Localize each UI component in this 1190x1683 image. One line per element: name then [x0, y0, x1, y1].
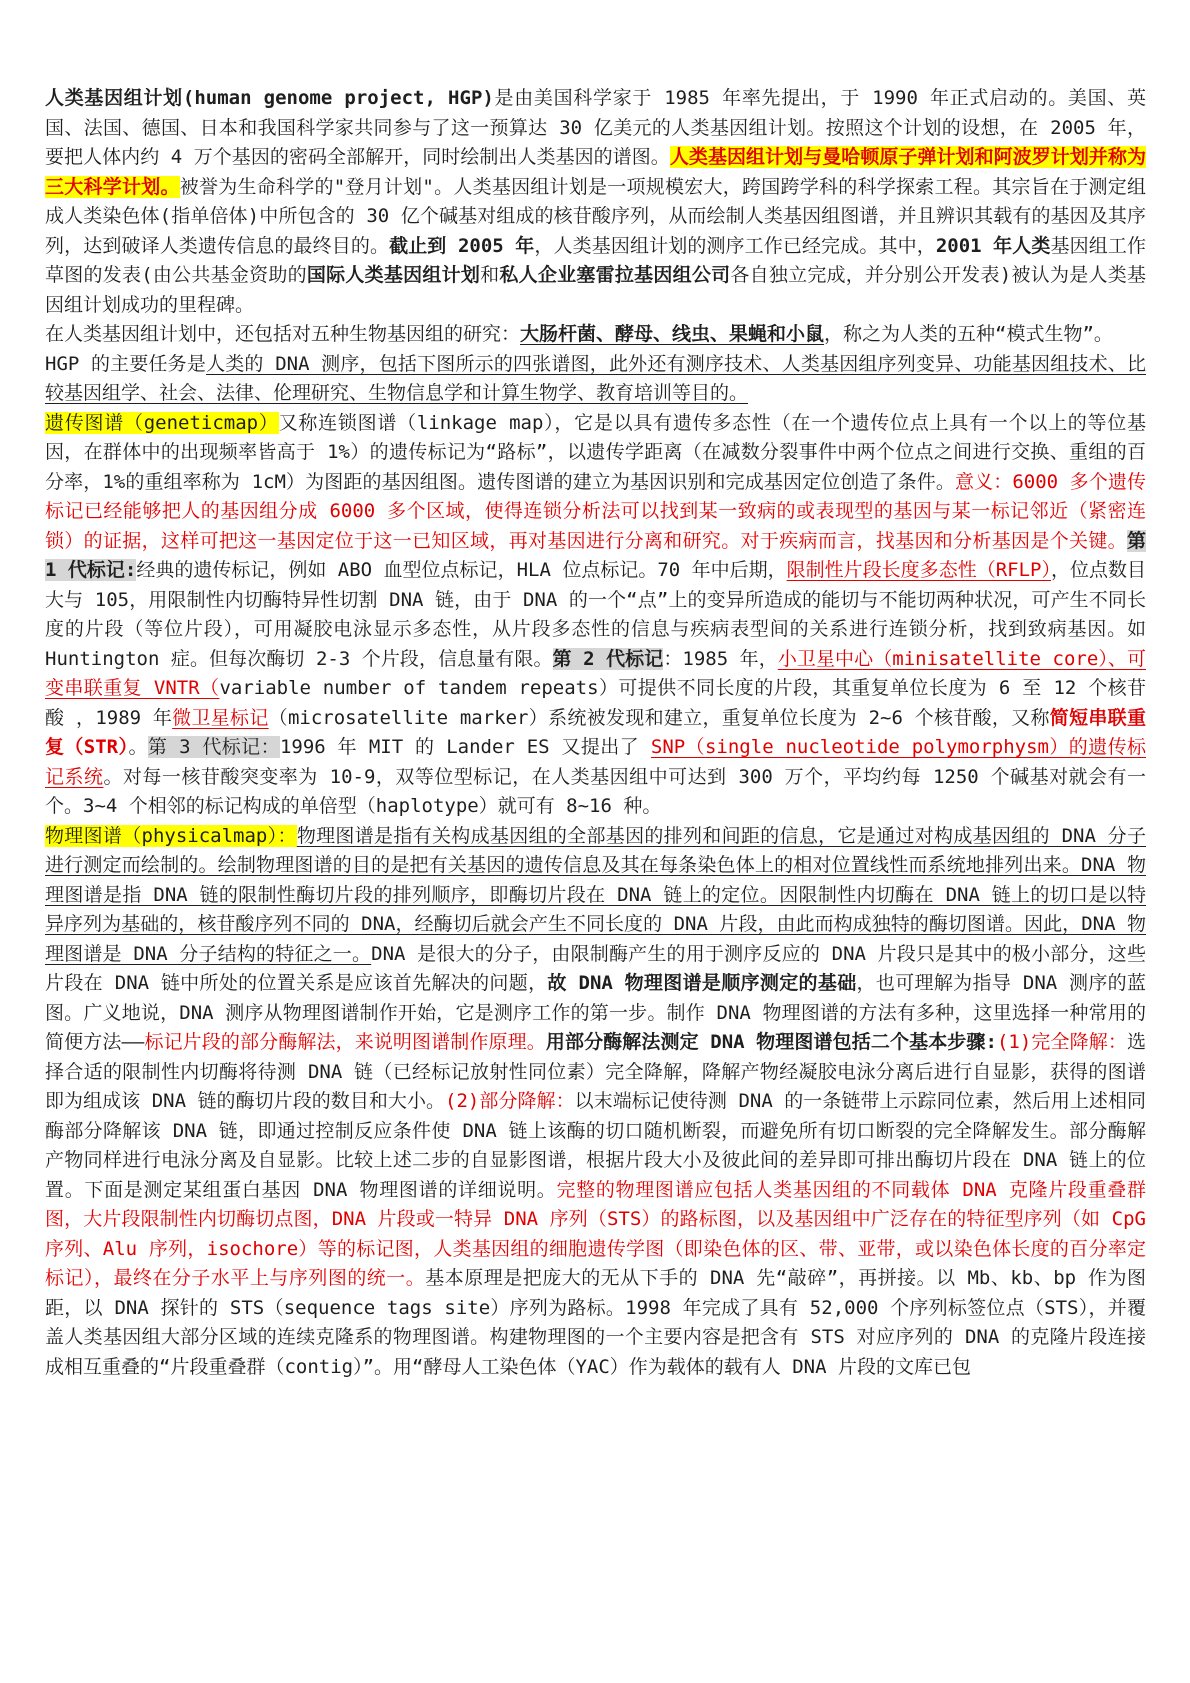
- text-run: DNA 是很大的分子，由限制酶产生的用于测序反应的 DNA 片段只是其中的极小部分，这些片段在 DNA 链中所处的位置关系是应该首先解决的问题，: [45, 942, 1146, 994]
- text-run: 遗传图谱（geneticmap）: [45, 411, 279, 434]
- text-run: 在人类基因组计划中，还包括对五种生物基因组的研究：: [45, 323, 521, 345]
- text-run: 2001 年人类: [935, 234, 1051, 257]
- text-run: 物理图谱（physicalmap）：: [45, 824, 297, 847]
- text-run: 第 2 代标记: [552, 647, 664, 670]
- text-run: 微卫星标记: [172, 706, 269, 729]
- text-run: 第 1 代标记:: [45, 529, 1146, 581]
- text-run: (1)完全降解：: [996, 1031, 1127, 1053]
- text-run: 国际人类基因组计划: [306, 264, 481, 286]
- text-run: 物理图谱是指有关构成基因组的全部基因的排列和间距的信息，它是通过对构成基因组的 DNA 分子进行测定而绘制的。绘制物理图谱的目的是把有关基因的遗传信息及其在每条染色体上的相对位置线性而系统地排列出来。DNA 物理图谱是指 DNA 链的限制性酶切片段的排列顺序，即酶切片段在 DNA 链上的定位。因限制性内切酶在 DNA 链上的切口是以特异序列为基础的，核苷酸序列不同的 DNA，经酶切后就会产生不同长度的 DNA 片段，由此而构成独特的酶切图谱。因此，DNA 物理图谱是 DNA 分子结构的特征之一。: [45, 824, 1146, 965]
- text-run: 基因组工作草图的发表(由公共基金资助的: [45, 234, 1146, 286]
- text-run: ：1985 年，: [663, 647, 778, 670]
- text-run: 限制性片段长度多态性（RFLP）: [786, 559, 1051, 581]
- text-run: 又称连锁图谱（linkage map），它是以具有遗传多态性（在一个遗传位点上具有一个以上的等位基因，在群体中的出现频率皆高于 1%）的遗传标记为“路标”，以遗传学距离（在减数分裂事件中两个位点之间进行交换、重组的百分率，1%的重组率称为 1cM）为图距的基因组图。遗传图谱的建立为基因识别和完成基因定位创造了条件。: [45, 411, 1146, 493]
- text-run: 基本原理是把庞大的无从下手的 DNA 先“敲碎”，再拼接。以 Mb、kb、bp 作为图距，以 DNA 探针的 STS（sequence tags site）序列为路标。1998 年完成了具有 52,000 个序列标签位点（STS），并覆盖人类基因组大部分区域的连续克隆系的物理图谱。构建物理图的一个主要内容是把含有 STS 对应序列的 DNA 的克隆片段连接成相互重叠的“片段重叠群（contig）”。用“酵母人工染色体（YAC）作为载体的载有人 DNA 片段的文库已包: [45, 1267, 1146, 1378]
- text-run: 意义：6000 多个遗传标记已经能够把人的基因组分成 6000 多个区域，使得连锁分析法可以找到某一致病的或表现型的基因与某一标记邻近（紧密连锁）的证据，这样可把这一基因定位于这一已知区域，再对基因进行分离和研究。对于疾病而言，找基因和分析基因是个关键。: [45, 470, 1146, 552]
- text-run: 故 DNA 物理图谱是顺序测定的基础: [547, 972, 857, 994]
- text-run: 人类基因组计划(human genome project, HGP): [45, 87, 494, 109]
- text-run: 人类的 DNA 测序，包括下图所示的四张谱图，此外还有测序技术、人类基因组序列变异、功能基因组技术、比较基因组学、社会、法律、伦理研究、生物信息学和计算生物学、教育培训等目的。: [45, 352, 1146, 404]
- text-run: 。对每一核苷酸突变率为 10-9，双等位型标记，在人类基因组中可达到 300 万个，平均约每 1250 个碱基对就会有一个。3~4 个相邻的标记构成的单倍型（haplotype）就可有 8~16 种。: [45, 765, 1146, 817]
- text-run: ，人类基因组计划的测序工作已经完成。其中，: [534, 234, 936, 257]
- text-run: 简短串联重复（STR）: [45, 706, 1146, 758]
- text-run: HGP 的主要任务是: [45, 352, 207, 375]
- text-run: 被誉为生命科学的"登月计划"。人类基因组计划是一项规模宏大，跨国跨学科的科学探索工程。其宗旨在于测定组成人类染色体(指单倍体)中所包含的 30 亿个碱基对组成的核苷酸序列，从而绘制人类基因组图谱，并且辨识其载有的基因及其序列，达到破译人类遗传信息的最终目的。: [45, 175, 1146, 257]
- text-run: 用部分酶解法测定 DNA 物理图谱包括二个基本步骤:: [545, 1031, 997, 1053]
- text-run: 人类基因组计划与曼哈顿原子弹计划和阿波罗计划并称为三大科学计划。: [45, 146, 1146, 198]
- text-run: 。: [128, 736, 148, 758]
- text-run: 是由美国科学家于 1985 年率先提出，于 1990 年正式启动的。美国、英国、法国、德国、日本和我国科学家共同参与了这一预算达 30 亿美元的人类基因组计划。按照这个计划的设想，在 2005 年，要把人体内约 4 万个基因的密码全部解开，同时绘制出人类基因的谱图。: [45, 87, 1146, 168]
- text-run: 大肠杆菌、酵母、线虫、果蝇和小鼠: [520, 323, 825, 345]
- text-run: 各自独立完成，并分别公开发表)被认为是人类基因组计划成功的里程碑。: [45, 264, 1146, 316]
- text-run: 经典的遗传标记，例如 ABO 血型位点标记，HLA 位点标记。70 年中后期，: [136, 559, 787, 581]
- paragraph: [45, 822, 1146, 1383]
- text-run: (2)部分降解：: [445, 1090, 575, 1112]
- text-run: 私人企业塞雷拉基因组公司: [499, 264, 731, 286]
- text-run: variable number of tandem repeats）可提供不同长度的片段，其重复单位长度为 6 至 12 个核苷酸 ，1989 年: [45, 677, 1147, 729]
- paragraph: [45, 350, 1146, 409]
- text-run: 以末端标记使待测 DNA 的一条链带上示踪同位素，然后用上述相同酶部分降解该 DNA 链，即通过控制反应条件使 DNA 链上该酶的切口随机断裂，而避免所有切口断裂的完全降解发生。部分酶解产物同样进行电泳分离及自显影。比较上述二步的自显影图谱，根据片段大小及彼此间的差异即可排出酶切片段在 DNA 链上的位置。下面是测定某组蛋白基因 DNA 物理图谱的详细说明。: [45, 1090, 1146, 1201]
- text-run: 选择合适的限制性内切酶将待测 DNA 链（已经标记放射性同位素）完全降解，降解产物经凝胶电泳分离后进行自显影，获得的图谱即为组成该 DNA 链的酶切片段的数目和大小。: [45, 1031, 1146, 1112]
- paragraph: [45, 409, 1146, 822]
- document-page: [45, 84, 1146, 1382]
- text-run: ，也可理解为指导 DNA 测序的蓝图。广义地说，DNA 测序从物理图谱制作开始，它是测序工作的第一步。制作 DNA 物理图谱的方法有多种，这里选择一种常用的简便方法——: [45, 972, 1146, 1053]
- text-run: 标记片段的部分酶解法，来说明图谱制作原理。: [144, 1031, 546, 1053]
- text-run: 小卫星中心（minisatellite core）、可变串联重复 VNTR（: [45, 647, 1146, 699]
- text-run: 完整的物理图谱应包括人类基因组的不同载体 DNA 克隆片段重叠群图，大片段限制性内切酶切点图，DNA 片段或一特异 DNA 序列（STS）的路标图，以及基因组中广泛存在的特征型序列（如 CpG 序列、Alu 序列，isochore）等的标记图，人类基因组的细胞遗传学图（即染色体的区、带、亚带，或以染色体长度的百分率定标记），最终在分子水平上与序列图的统一。: [45, 1178, 1146, 1289]
- text-run: （microsatellite marker）系统被发现和建立，重复单位长度为 2~6 个核苷酸，又称: [268, 706, 1050, 729]
- text-run: SNP（single nucleotide polymorphysm）的遗传标记系统: [45, 736, 1146, 788]
- text-run: ，位点数目大与 105，用限制性内切酶特异性切割 DNA 链，由于 DNA 的一个“点”上的变异所造成的能切与不能切两种状况，可产生不同长度的片段（等位片段），可用凝胶电泳显示多态性，从片段多态性的信息与疾病表型间的关系进行连锁分析，找到致病基因。如 Huntington 症。但每次酶切 2-3 个片段，信息量有限。: [45, 559, 1146, 670]
- text-run: ，称之为人类的五种“模式生物”。: [824, 323, 1113, 345]
- text-run: 和: [480, 264, 500, 286]
- paragraph: [45, 320, 1146, 350]
- text-run: 第 3 代标记：: [147, 736, 280, 758]
- paragraph: [45, 84, 1146, 320]
- text-run: 截止到 2005 年: [389, 234, 535, 257]
- text-run: 1996 年 MIT 的 Lander ES 又提出了: [279, 736, 651, 758]
